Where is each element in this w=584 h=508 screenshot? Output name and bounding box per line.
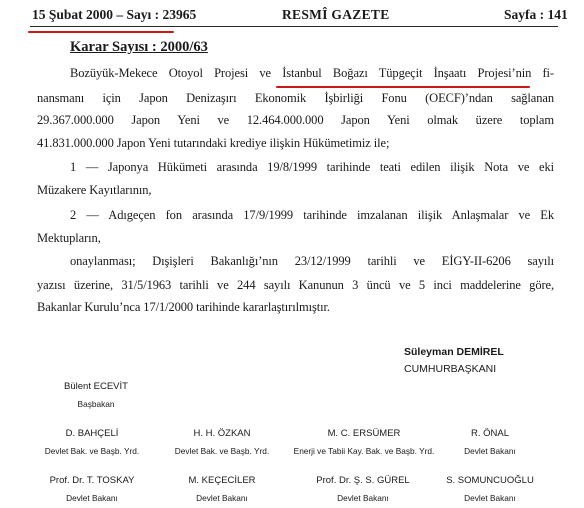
signatory-title: Devlet Bakanı <box>464 446 516 456</box>
gazette-name: RESMÎ GAZETE <box>282 7 390 22</box>
project-annotation-underline <box>276 86 530 88</box>
signatory-name: Bülent ECEVİT <box>64 381 128 392</box>
signatory-name: S. SOMUNCUOĞLU <box>446 475 534 486</box>
signatory-name: Prof. Dr. Ş. S. GÜREL <box>316 475 410 486</box>
signatory <box>158 428 286 456</box>
signatory-title: Başbakan <box>77 399 115 409</box>
decision-item-1: 1 — Japonya Hükümeti arasında 19/8/1999 tarihinde teati edilen ilişik Nota ve eki <box>70 160 554 174</box>
president-title: CUMHURBAŞKANI <box>404 363 497 375</box>
signatory-name: R. ÖNAL <box>470 428 509 439</box>
signatory-name: M. KEÇECİLER <box>188 475 256 486</box>
signatory-name: H. H. ÖZKAN <box>193 428 251 439</box>
decision-line: Bakanlar Kurulu’nca 17/1/2000 tarihinde kararlaştırılmıştır. <box>37 300 330 314</box>
decision-line: 29.367.000.000 Japon Yeni ve 12.464.000.000 Japon Yeni olmak üzere toplam <box>37 113 554 127</box>
decision-line: 41.831.000.000 Japon Yeni tutarındaki krediye ilişkin Hükümetimiz ile; <box>37 136 390 150</box>
issue-date-number: 15 Şubat 2000 – Sayı : 23965 <box>32 7 197 22</box>
signatory <box>290 475 436 503</box>
signatory-title: Devlet Bak. ve Başb. Yrd. <box>174 446 270 456</box>
signatory-title: Devlet Bakanı <box>66 493 118 503</box>
signatory <box>28 475 156 503</box>
signatory-name: M. C. ERSÜMER <box>327 428 401 439</box>
decision-line: onaylanması; Dışişleri Bakanlığı’nın 23/12/1999 tarihli ve EİGY-II-6206 sayılı <box>70 254 554 268</box>
signatory-title: Devlet Bakanı <box>337 493 389 503</box>
signatory-name: D. BAHÇELİ <box>65 428 119 439</box>
signatory-prime-minister <box>36 381 156 409</box>
signatory-title: Enerji ve Tabii Kay. Bak. ve Başb. Yrd. <box>293 446 435 456</box>
decision-number-title: Karar Sayısı : 2000/63 <box>70 39 208 55</box>
decision-line: yazısı üzerine, 31/5/1963 tarihli ve 244 sayılı Kanunun 3 üncü ve 5 inci maddelerine göre, <box>37 278 554 292</box>
decision-line: nansmanı için Japon Denizaşırı Ekonomik İşbirliği Fonu (OECF)’ndan sağlanan <box>37 91 554 105</box>
signatory <box>158 475 286 503</box>
header-rule <box>30 26 558 27</box>
signatory <box>440 428 540 456</box>
page-number: Sayfa : 141 <box>504 7 568 22</box>
signatory <box>28 428 156 456</box>
president-signature <box>404 344 504 378</box>
president-name: Süleyman DEMİREL <box>404 346 504 358</box>
signatory-title: Devlet Bakanı <box>464 493 516 503</box>
decision-line: Mektupların, <box>37 231 101 245</box>
decision-line: Bozüyük-Mekece Otoyol Projesi ve İstanbul Boğazı Tüpgeçit İnşaatı Projesi’nin fi- <box>70 66 554 80</box>
decision-item-2: 2 — Adıgeçen fon arasında 17/9/1999 tarihinde imzalanan ilişik Anlaşmalar ve Ek <box>70 208 554 222</box>
signatory-name: Prof. Dr. T. TOSKAY <box>49 475 135 486</box>
signatory <box>424 475 556 503</box>
signatory-title: Devlet Bak. ve Başb. Yrd. <box>44 446 140 456</box>
date-annotation-underline <box>28 31 174 33</box>
decision-line: Müzakere Kayıtlarının, <box>37 183 152 197</box>
signatory-title: Devlet Bakanı <box>196 493 248 503</box>
signatory <box>282 428 446 456</box>
